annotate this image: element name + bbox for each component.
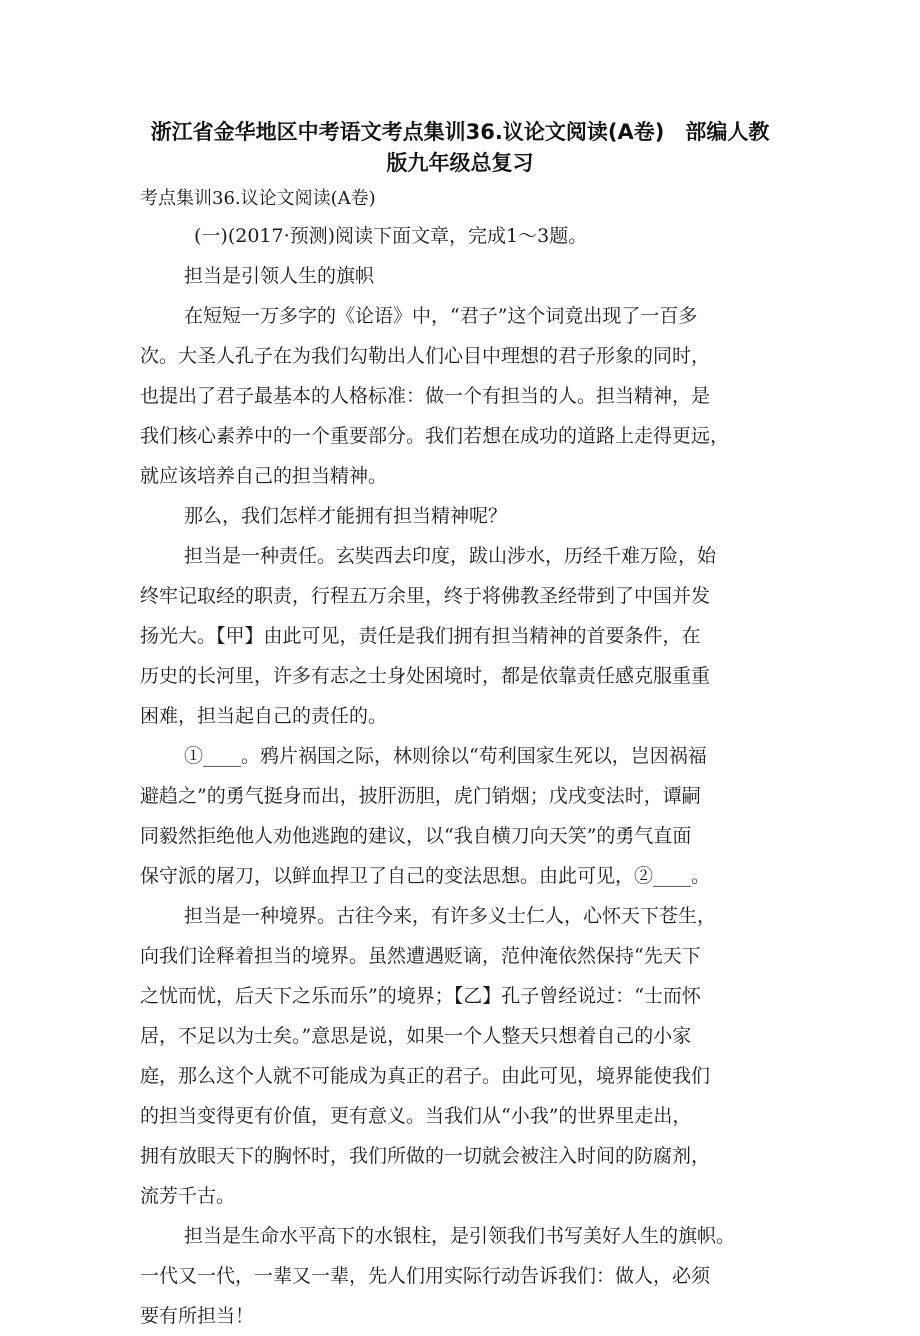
paragraph-line: 终牢记取经的职责，行程五万余里，终于将佛教圣经带到了中国并发: [140, 585, 711, 607]
paragraph-line: 流芳千古。: [140, 1185, 236, 1207]
paragraph-line: 向我们诠释着担当的境界。虽然遭遇贬谪，范仲淹依然保持“先天下: [140, 945, 701, 967]
paragraph-line: 扬光大。【甲】由此可见，责任是我们拥有担当精神的首要条件，在: [140, 625, 701, 647]
paragraph-line: 担当是生命水平高下的水银柱，是引领我们书写美好人生的旗帜。: [184, 1225, 736, 1247]
paragraph-line: 次。大圣人孔子在为我们勾勒出人们心目中理想的君子形象的同时，: [140, 345, 711, 367]
paragraph-line: 那么，我们怎样才能拥有担当精神呢？: [184, 505, 508, 527]
document-title-line-1: 浙江省金华地区中考语文考点集训36.议论文阅读(A卷) 部编人教: [150, 120, 770, 144]
paragraph-line: 我们核心素养中的一个重要部分。我们若想在成功的道路上走得更远，: [140, 425, 730, 447]
paragraph-line: 保守派的屠刀，以鲜血捍卫了自己的变法思想。由此可见，②____。: [140, 865, 711, 887]
section-heading: 考点集训36.议论文阅读(A卷): [140, 188, 376, 209]
article-title: 担当是引领人生的旗帜: [184, 265, 375, 287]
paragraph-line: 的担当变得更有价值，更有意义。当我们从“小我”的世界里走出，: [140, 1105, 692, 1127]
paragraph-line: 就应该培养自己的担当精神。: [140, 465, 388, 487]
paragraph-line: 居，不足以为士矣。”意思是说，如果一个人整天只想着自己的小家: [140, 1025, 692, 1047]
paragraph-line: 担当是一种境界。古往今来，有许多义士仁人，心怀天下苍生，: [184, 905, 717, 927]
paragraph-line: 庭，那么这个人就不可能成为真正的君子。由此可见，境界能使我们: [140, 1065, 711, 1087]
instruction-text: (一)(2017·预测)阅读下面文章，完成1～3题。: [194, 225, 588, 247]
paragraph-line: 避趋之”的勇气挺身而出，披肝沥胆，虎门销烟；戊戌变法时，谭嗣: [140, 785, 701, 807]
paragraph-line: 之忧而忧，后天下之乐而乐”的境界；【乙】孔子曾经说过：“士而怀: [140, 985, 701, 1007]
paragraph-line: 同毅然拒绝他人劝他逃跑的建议，以“我自横刀向天笑”的勇气直面: [140, 825, 692, 847]
paragraph-line: 拥有放眼天下的胸怀时，我们所做的一切就会被注入时间的防腐剂，: [140, 1145, 711, 1167]
paragraph-line: 也提出了君子最基本的人格标准：做一个有担当的人。担当精神，是: [140, 385, 711, 407]
paragraph-line: 一代又一代，一辈又一辈，先人们用实际行动告诉我们：做人，必须: [140, 1265, 711, 1287]
paragraph-line: 历史的长河里，许多有志之士身处困境时，都是依靠责任感克服重重: [140, 665, 711, 687]
paragraph-line: 要有所担当！: [140, 1305, 255, 1327]
paragraph-line: 困难，担当起自己的责任的。: [140, 705, 388, 727]
article-body: [140, 216, 780, 1336]
paragraph-line: ①____。鸦片祸国之际，林则徐以“苟利国家生死以，岂因祸福: [184, 745, 707, 767]
document-title-line-2: 版九年级总复习: [386, 151, 534, 175]
paragraph-line: 在短短一万多字的《论语》中，“君子”这个词竟出现了一百多: [184, 305, 698, 327]
paragraph-line: 担当是一种责任。玄奘西去印度，跋山涉水，历经千难万险，始: [184, 545, 717, 567]
